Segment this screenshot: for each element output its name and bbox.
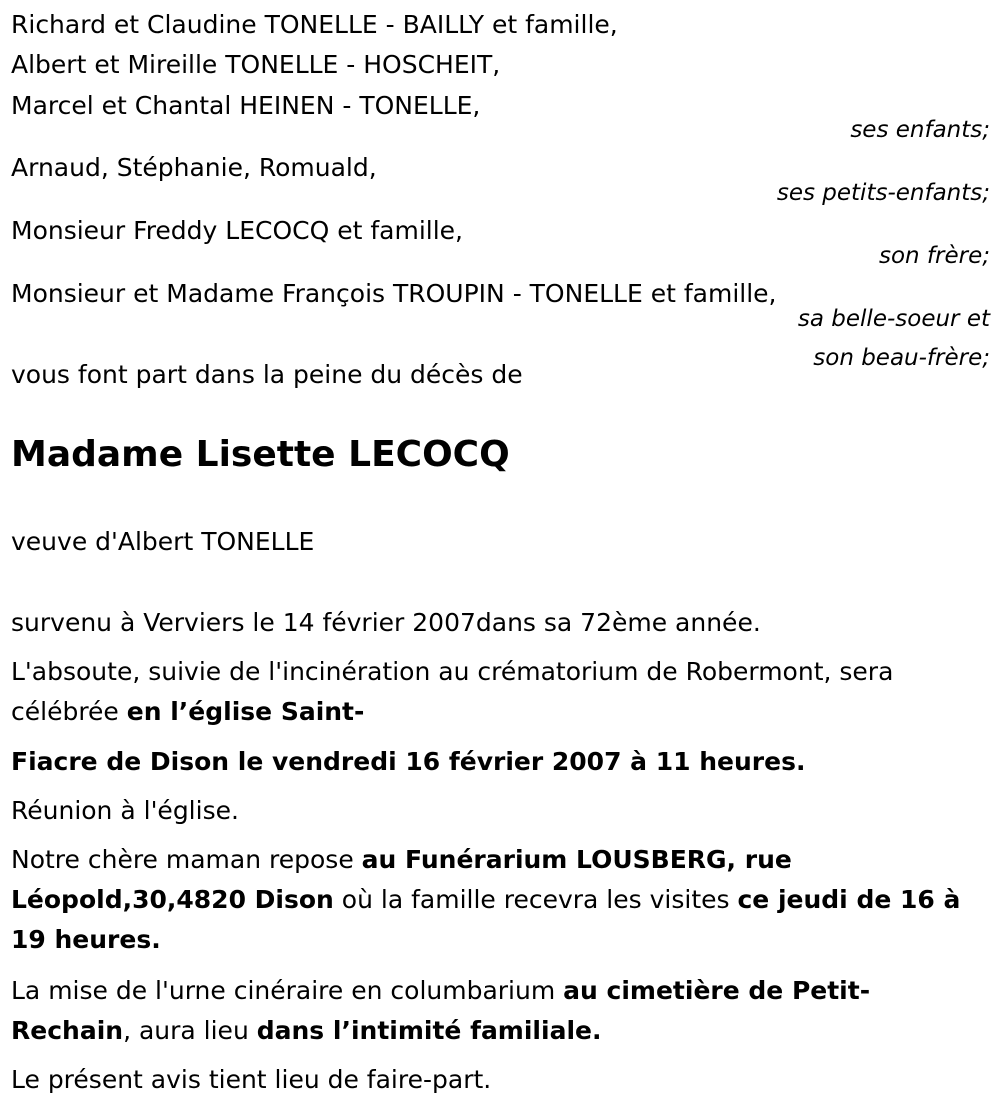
repose-location: au Funérarium LOUSBERG, rue Léopold,30,4820 Dison [11,845,792,914]
urn-text-1: La mise de l'urne cinéraire en columbarium [11,976,564,1005]
ceremony-paragraph [11,652,986,732]
ceremony-date [11,742,986,782]
family-line-1: Richard et Claudine TONELLE - BAILLY et famille, [11,10,618,39]
family-line-2: Albert et Mireille TONELLE - HOSCHEIT, [11,50,501,79]
repose-text-1: Notre chère maman repose [11,845,362,874]
ceremony-text: L'absoute, suivie de l'incinération au crématorium de Robermont, sera célébrée [11,657,894,726]
repose-paragraph [11,840,986,960]
urn-text-2: , aura lieu [123,1016,257,1045]
deceased-name: Madame Lisette LECOCQ [11,434,510,475]
family-line-3: Marcel et Chantal HEINEN - TONELLE, [11,91,481,120]
repose-visits: ce jeudi de 16 à 19 heures. [11,885,961,954]
urn-paragraph [11,971,986,1051]
repose-text-2: où la famille recevra les visites [333,885,738,914]
grandchildren-names: Arnaud, Stéphanie, Romuald, [11,153,377,182]
role-children: ses enfants; [850,117,990,143]
ceremony-church: en l’église Saint- [126,697,365,726]
urn-cemetery: au cimetière de Petit-Rechain [11,976,871,1045]
announcement: vous font part dans la peine du décès de [11,360,523,389]
role-brother: son frère; [878,243,990,269]
closing: Le présent avis tient lieu de faire-part. [11,1065,492,1094]
role-inlaws-1: sa belle-soeur et [797,306,990,332]
role-grandchildren: ses petits-enfants; [776,180,990,206]
ceremony-date-text: Fiacre de Dison le vendredi 16 février 2007 à 11 heures. [11,747,806,776]
widow-of: veuve d'Albert TONELLE [11,527,315,556]
inlaws-name: Monsieur et Madame François TROUPIN - TONELLE et famille, [11,279,777,308]
death-info: survenu à Verviers le 14 février 2007dans sa 72ème année. [11,608,761,637]
reunion: Réunion à l'église. [11,796,239,825]
brother-name: Monsieur Freddy LECOCQ et famille, [11,216,463,245]
urn-intimacy: dans l’intimité familiale. [256,1016,602,1045]
role-inlaws-2: son beau-frère; [813,345,990,371]
